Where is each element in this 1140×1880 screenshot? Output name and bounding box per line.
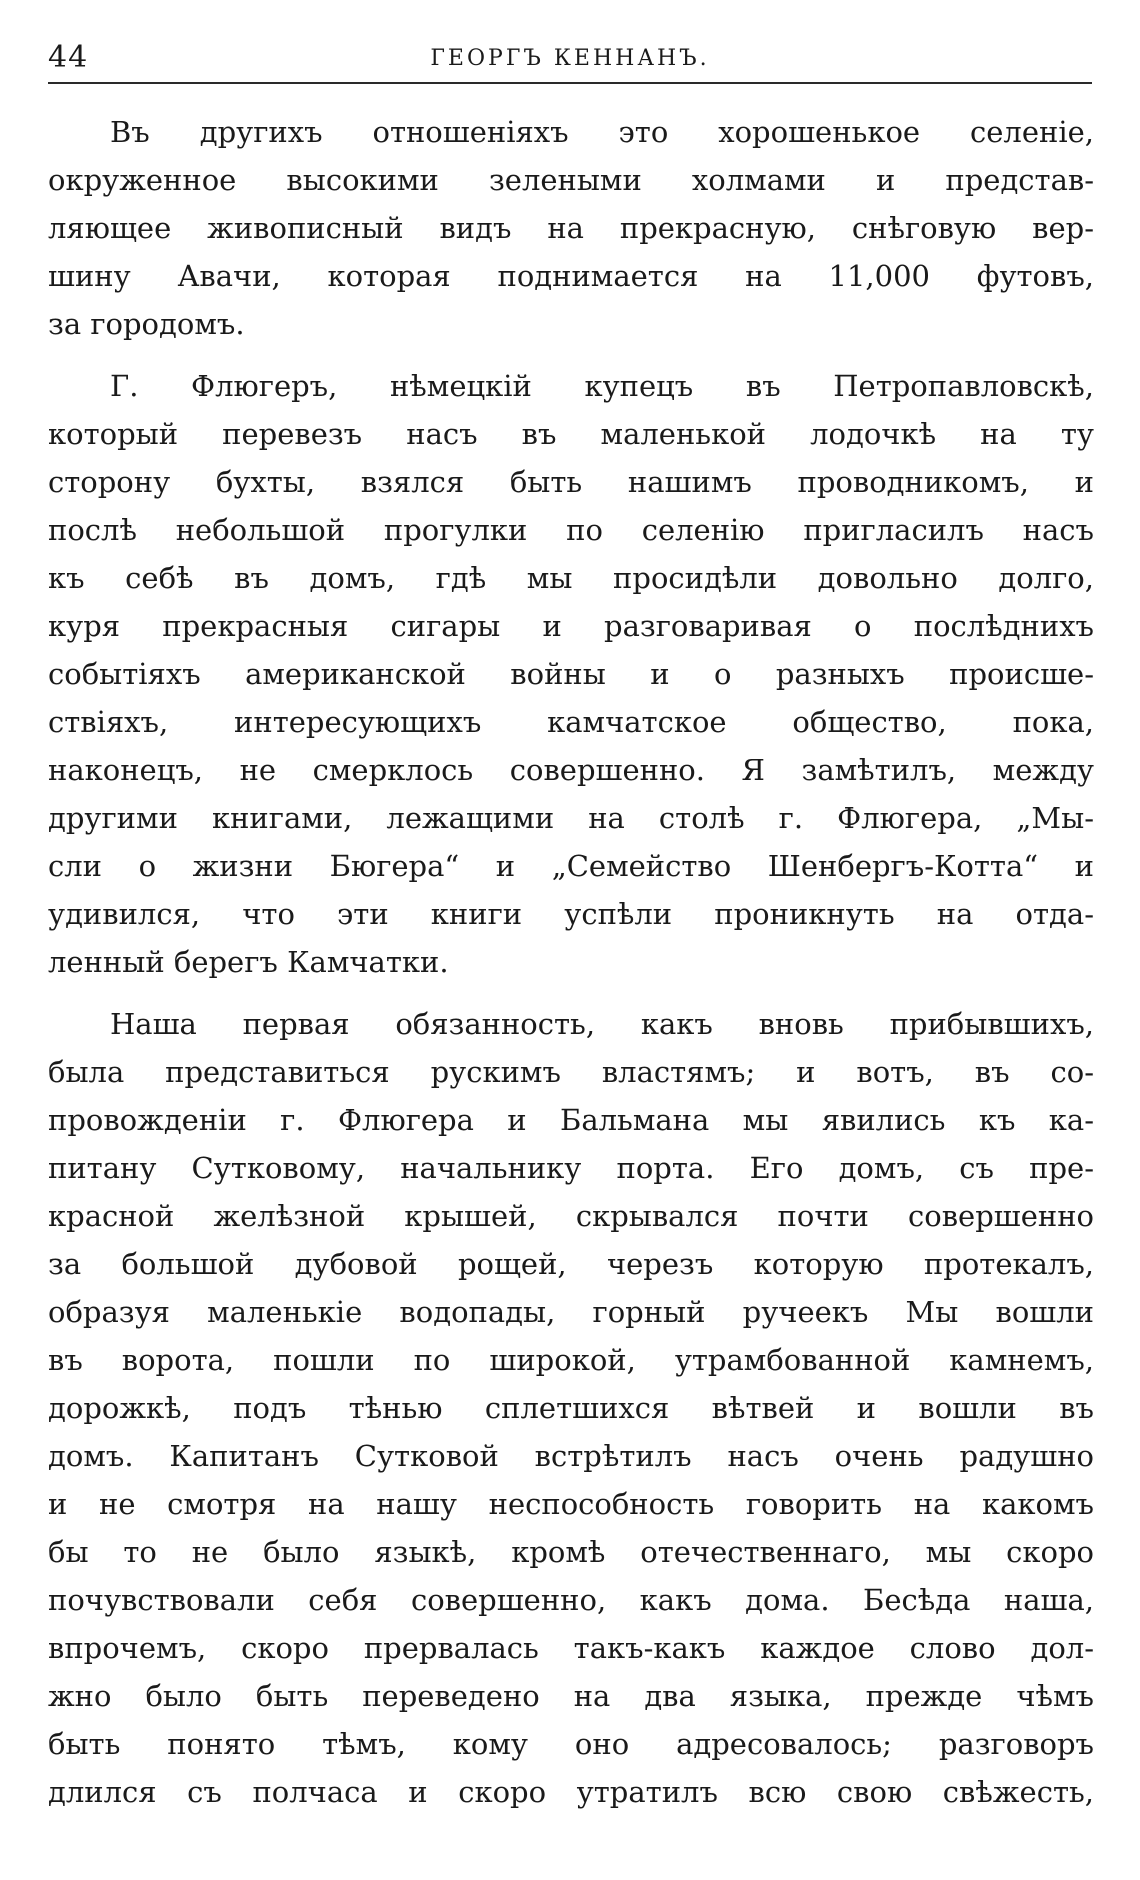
text-line: Въ другихъ отношеніяхъ это хорошенькое селеніе,	[110, 115, 1094, 149]
text-line: впрочемъ, скоро прервалась такъ-какъ каждое слово дол-	[48, 1631, 1094, 1665]
text-line: событіяхъ американской войны и о разныхъ происше-	[48, 657, 1094, 691]
text-line: ленный берегъ Камчатки.	[48, 945, 449, 979]
text-line: домъ. Капитанъ Сутковой встрѣтилъ насъ очень радушно	[48, 1439, 1094, 1473]
text-line: сторону бухты, взялся быть нашимъ проводникомъ, и	[48, 465, 1094, 499]
paragraph	[48, 108, 1094, 348]
text-line: быть понято тѣмъ, кому оно адресовалось; разговоръ	[48, 1727, 1094, 1761]
text-line: питану Сутковому, начальнику порта. Его домъ, съ пре-	[48, 1151, 1094, 1185]
text-line: другими книгами, лежащими на столѣ г. Флюгера, „Мы-	[48, 801, 1094, 835]
paragraph	[48, 1000, 1094, 1816]
paragraph-gap	[48, 348, 1094, 362]
text-line: который перевезъ насъ въ маленькой лодочкѣ на ту	[48, 417, 1094, 451]
text-line: была представиться рускимъ властямъ; и вотъ, въ со-	[48, 1055, 1094, 1089]
text-line: образуя маленькіе водопады, горный ручеекъ Мы вошли	[48, 1295, 1094, 1329]
text-line: удивился, что эти книги успѣли проникнуть на отда-	[48, 897, 1094, 931]
page-number: 44	[48, 40, 89, 75]
text-line: Г. Флюгеръ, нѣмецкій купецъ въ Петропавловскѣ,	[110, 369, 1094, 403]
text-line: къ себѣ въ домъ, гдѣ мы просидѣли довольно долго,	[48, 561, 1094, 595]
text-line: сли о жизни Бюгера“ и „Семейство Шенбергъ-Котта“ и	[48, 849, 1094, 883]
text-line: ствіяхъ, интересующихъ камчатское общество, пока,	[48, 705, 1094, 739]
text-line: провожденіи г. Флюгера и Бальмана мы явились къ ка-	[48, 1103, 1094, 1137]
text-line: и не смотря на нашу неспособность говорить на какомъ	[48, 1487, 1094, 1521]
header-rule	[48, 82, 1092, 84]
running-title: ГЕОРГЪ КЕННАНЪ.	[430, 46, 710, 71]
text-line: шину Авачи, которая поднимается на 11,000 футовъ,	[48, 259, 1094, 293]
text-line: почувствовали себя совершенно, какъ дома. Бесѣда наша,	[48, 1583, 1094, 1617]
text-line: бы то не было языкѣ, кромѣ отечественнаго, мы скоро	[48, 1535, 1094, 1569]
text-line: ляющее живописный видъ на прекрасную, снѣговую вер-	[48, 211, 1094, 245]
text-line: Наша первая обязанность, какъ вновь прибывшихъ,	[110, 1007, 1094, 1041]
text-line: окруженное высокими зелеными холмами и представ-	[48, 163, 1094, 197]
text-line: за большой дубовой рощей, черезъ которую протекалъ,	[48, 1247, 1094, 1281]
text-line: послѣ небольшой прогулки по селенію пригласилъ насъ	[48, 513, 1094, 547]
page-header	[48, 40, 1092, 84]
text-line: жно было быть переведено на два языка, прежде чѣмъ	[48, 1679, 1094, 1713]
text-line: длился съ полчаса и скоро утратилъ всю свою свѣжесть,	[48, 1775, 1094, 1809]
text-line: красной желѣзной крышей, скрывался почти совершенно	[48, 1199, 1094, 1233]
text-line: наконецъ, не смерклось совершенно. Я замѣтилъ, между	[48, 753, 1094, 787]
text-line: въ ворота, пошли по широкой, утрамбованной камнемъ,	[48, 1343, 1094, 1377]
text-line: куря прекрасныя сигары и разговаривая о послѣднихъ	[48, 609, 1094, 643]
text-line: дорожкѣ, подъ тѣнью сплетшихся вѣтвей и вошли въ	[48, 1391, 1094, 1425]
text-line: за городомъ.	[48, 307, 245, 341]
paragraph	[48, 362, 1094, 986]
body-text	[48, 108, 1094, 1816]
paragraph-gap	[48, 986, 1094, 1000]
